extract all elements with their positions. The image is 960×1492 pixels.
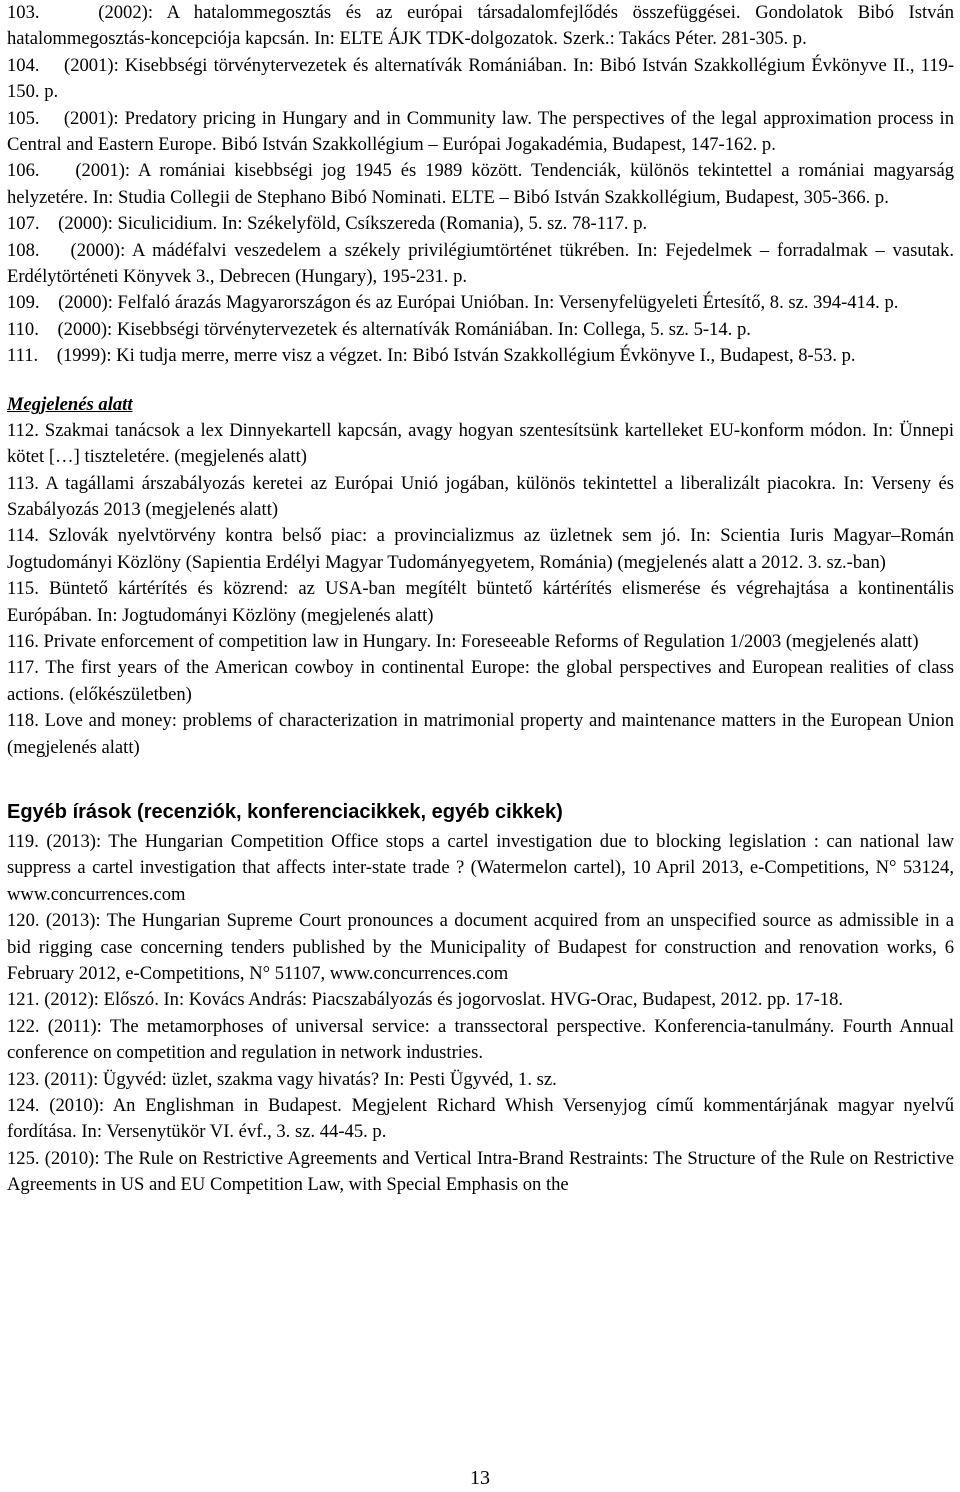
document-page xyxy=(7,0,954,1199)
publication-entry-124: 124. (2010): An Englishman in Budapest. Megjelent Richard Whish Versenyjog című kommentárjának magyar nyelvű fordítása. In: Versenytükör VI. évf., 3. sz. 44-45. p. xyxy=(7,1095,955,1143)
publication-entry-110: 110. (2000): Kisebbségi törvénytervezetek és alternatívák Romániában. In: Collega, 5. sz. 5-14. p. xyxy=(7,318,751,340)
page-number: 13 xyxy=(470,1467,490,1489)
publication-entry-104: 104. (2001): Kisebbségi törvénytervezetek és alternatívák Romániában. In: Bibó István Szakkollégium Évkönyve II., 119-150. p. xyxy=(7,54,955,103)
publication-entry-103: 103. (2002): A hatalommegosztás és az európai társadalomfejlődés összefüggései. Gondolatok Bibó István hatalommegosztás-koncepciója kapcsán. In: ELTE ÁJK TDK-dolgozatok. Szerk.: Takács Péter. 281-305. p. xyxy=(7,2,955,50)
publication-entry-116: 116. Private enforcement of competition law in Hungary. In: Foreseeable Reforms of Regulation 1/2003 (megjelenés alatt) xyxy=(7,630,919,652)
publication-entry-125: 125. (2010): The Rule on Restrictive Agreements and Vertical Intra-Brand Restraints: The Structure of the Rule on Restrictive Agreements in US and EU Competition Law, with Special Emphasis on the xyxy=(7,1147,954,1196)
publication-list-top xyxy=(7,0,954,370)
publication-entry-113: 113. A tagállami árszabályozás keretei az Európai Unió jogában, különös tekintettel a liberalizált piacokra. In: Verseny és Szabályozás 2013 (megjelenés alatt) xyxy=(7,472,954,520)
publication-entry-112: 112. Szakmai tanácsok a lex Dinnyekartell kapcsán, avagy hogyan szentesítsünk kartelleket EU-konform módon. In: Ünnepi kötet […] tiszteletére. (megjelenés alatt) xyxy=(7,419,954,468)
publication-entry-121: 121. (2012): Előszó. In: Kovács András: Piacszabályozás és jogorvoslat. HVG-Orac, Budapest, 2012. pp. 17-18. xyxy=(7,989,844,1011)
publication-entry-123: 123. (2011): Ügyvéd: üzlet, szakma vagy hivatás? In: Pesti Ügyvéd, 1. sz. xyxy=(7,1068,557,1090)
spacer xyxy=(7,370,954,392)
publication-entry-111: 111. (1999): Ki tudja merre, merre visz a végzet. In: Bibó István Szakkollégium Évkönyve I., Budapest, 8-53. p. xyxy=(7,345,856,367)
publication-entry-108: 108. (2000): A mádéfalvi veszedelem a székely privilégiumtörténet tükrében. In: Fejedelmek – forradalmak – vasutak. Erdélytörténeti Könyvek 3., Debrecen (Hungary), 195-231. p. xyxy=(7,239,954,288)
publication-entry-106: 106. (2001): A romániai kisebbségi jog 1945 és 1989 között. Tendenciák, különös tekintettel a romániai magyarság helyzetére. In: Studia Collegii de Stephano Bibó Nominati. ELTE – Bibó István Szakkollégium, Budapest, 305-366. p. xyxy=(7,160,954,208)
publication-list-forthcoming xyxy=(7,418,954,761)
publication-entry-109: 109. (2000): Felfaló árazás Magyarországon és az Európai Unióban. In: Versenyfelügyeleti Értesítő, 8. sz. 394-414. p. xyxy=(7,292,899,314)
spacer xyxy=(7,761,954,799)
publication-entry-120: 120. (2013): The Hungarian Supreme Court pronounces a document acquired from an unspecified source as admissible in a bid rigging case concerning tenders published by the Municipality of Budapest for construction and renovation works, 6 February 2012, e-Competitions, N° 51107, www.concurrences.com xyxy=(7,910,954,984)
section-title-forthcoming: Megjelenés alatt xyxy=(7,393,133,415)
publication-entry-118: 118. Love and money: problems of characterization in matrimonial property and maintenance matters in the European Union (megjelenés alatt) xyxy=(7,710,954,758)
publication-list-other xyxy=(7,829,954,1199)
section-heading-other-writings: Egyéb írások (recenziók, konferenciacikkek, egyéb cikkek) xyxy=(7,800,563,823)
publication-entry-114: 114. Szlovák nyelvtörvény kontra belső piac: a provincializmus az üzletnek sem jó. In: Scientia Iuris Magyar–Román Jogtudományi Közlöny (Sapientia Erdélyi Magyar Tudományegyetem, Románia) (megjelenés alatt a 2012. 3. sz.-ban) xyxy=(7,525,954,573)
publication-entry-119: 119. (2013): The Hungarian Competition Office stops a cartel investigation due to blocking legislation : can national law suppress a cartel investigation that affects inter-state trade ? (Watermelon cartel), 10 April 2013, e-Competitions, N° 53124, www.concurrences.com xyxy=(7,830,954,905)
publication-entry-122: 122. (2011): The metamorphoses of universal service: a transsectoral perspective. Konferencia-tanulmány. Fourth Annual conference on competition and regulation in network industries. xyxy=(7,1015,955,1064)
publication-entry-105: 105. (2001): Predatory pricing in Hungary and in Community law. The perspectives of the legal approximation process in Central and Eastern Europe. Bibó István Szakkollégium – Európai Jogakadémia, Budapest, 147-162. p. xyxy=(7,107,954,156)
publication-entry-115: 115. Büntető kártérítés és közrend: az USA-ban megítélt büntető kártérítés elismerése és végrehajtása a kontinentális Európában. In: Jogtudományi Közlöny (megjelenés alatt) xyxy=(7,578,954,626)
publication-entry-117: 117. The first years of the American cowboy in continental Europe: the global perspectives and European realities of class actions. (előkészületben) xyxy=(7,657,954,705)
publication-entry-107: 107. (2000): Siculicidium. In: Székelyföld, Csíkszereda (Romania), 5. sz. 78-117. p. xyxy=(7,213,648,235)
